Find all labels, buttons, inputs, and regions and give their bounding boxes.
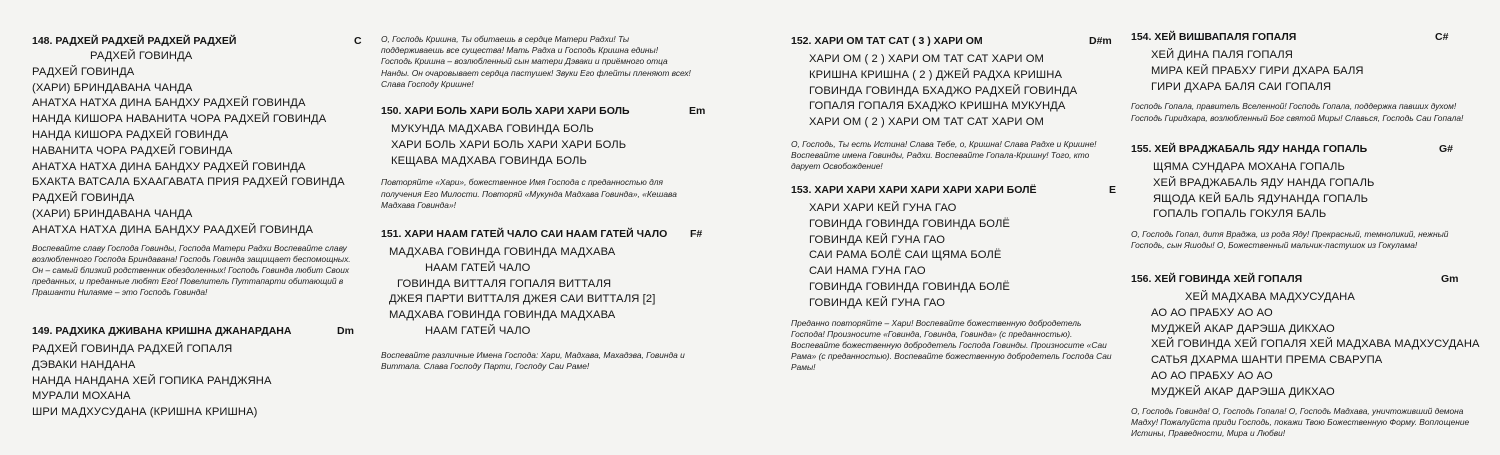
song-header [381, 227, 711, 241]
lyric-line: НААМ ГАТЕЙ ЧАЛО [425, 261, 531, 274]
lyric-line: РАДХЕЙ ГОВИНДА [32, 192, 135, 205]
lyric-line: МУДЖЕЙ АКАР ДАРЭША ДИКХАО [1151, 322, 1335, 335]
song-key: G# [1439, 143, 1454, 155]
lyric-line: МИРА КЕЙ ПРАБХУ ГИРИ ДХАРА БАЛЯ [1151, 64, 1364, 77]
lyric-line: (ХАРИ) БРИНДАВАНА ЧАНДА [32, 81, 193, 94]
song-translation: Воспевайте славу Господа Говинды, Господа Матери Радхи Воспевайте славу возлюбленного Господа Бриндавана! Господь Говинда защищает беспомощных. Он – самый близкий родственник обездоленных! Господь Говинда любит Своих преданных, и преданные любят Его! Повелитель Путтапарти обитающий в Прашанти Нилаяме – это Господь Говинда! [32, 242, 351, 298]
lyric-line: МАДХАВА ГОВИНДА ГОВИНДА МАДХАВА [389, 309, 616, 322]
song-key: D#m [1089, 35, 1112, 47]
song-title: ХАРИ ОМ ТАТ САТ ( 3 ) ХАРИ ОМ [814, 35, 983, 47]
song-number: 156. [1131, 273, 1152, 285]
song-title: РАДХЕЙ РАДХЕЙ РАДХЕЙ РАДХЕЙ [55, 35, 237, 47]
song-149-translation-block [381, 34, 691, 90]
lyric-line: ДЭВАКИ НАНДАНА [32, 358, 136, 371]
lyric-line: ГОВИНДА КЕЙ ГУНА ГАО [809, 233, 946, 246]
lyric-line: РАДХЕЙ ГОВИНДА [90, 50, 193, 62]
song-key: E [1109, 184, 1117, 196]
song-153 [791, 183, 1121, 374]
song-number: 152. [791, 35, 812, 47]
song-148 [32, 34, 362, 299]
song-key: Dm [337, 325, 354, 337]
lyric-line: ГОПАЛЯ ГОПАЛЯ БХАДЖО КРИШНА МУКУНДА [809, 100, 1066, 113]
lyric-line: НАНДА НАНДАНА ХЕЙ ГОПИКА РАНДЖЯНА [32, 374, 272, 387]
lyric-line: САИ НАМА ГУНА ГАО [809, 265, 926, 278]
song-title: ХАРИ БОЛЬ ХАРИ БОЛЬ ХАРИ ХАРИ БОЛЬ [404, 105, 630, 117]
song-number: 154. [1131, 31, 1152, 43]
song-key: C [354, 35, 362, 47]
song-key: C# [1435, 31, 1449, 43]
song-number: 149. [32, 325, 53, 337]
lyric-line: ГОВИНДА ГОВИНДА ГОВИНДА БОЛЁ [809, 280, 1010, 293]
lyric-line: ГОВИНДА ГОВИНДА БХАДЖО РАДХЕЙ ГОВИНДА [809, 84, 1078, 97]
song-header [791, 34, 1121, 48]
song-header [32, 34, 362, 48]
lyric-line: ХАРИ ХАРИ КЕЙ ГУНА ГАО [809, 202, 957, 214]
song-149 [32, 324, 357, 421]
lyric-line: ХАРИ БОЛЬ ХАРИ БОЛЬ ХАРИ ХАРИ БОЛЬ [391, 138, 627, 151]
lyric-line: ГОПАЛЬ ГОПАЛЬ ГОКУЛЯ БАЛЬ [1153, 208, 1327, 221]
lyric-line: ХЕЙ МАДХАВА МАДХУСУДАНА [1185, 291, 1355, 303]
song-translation: Воспевайте различные Имена Господа: Хари, Мадхава, Махадэва, Говинда и Виттала. Слава Господу Парти, Господу Саи Раме! [381, 349, 685, 371]
song-header [1131, 142, 1471, 156]
lyric-line: НААМ ГАТЕЙ ЧАЛО [425, 324, 531, 337]
song-152 [791, 34, 1121, 173]
lyric-line: БХАКТА ВАТСАЛА БХААГАВАТА ПРИЯ РАДХЕЙ ГОВИНДА [32, 176, 345, 189]
lyric-line: ГОВИНДА КЕЙ ГУНА ГАО [809, 296, 946, 309]
song-key: Em [689, 105, 706, 117]
song-number: 153. [791, 184, 812, 196]
lyric-line: РАДХЕЙ ГОВИНДА РАДХЕЙ ГОПАЛЯ [32, 343, 233, 355]
song-translation: О, Господь Говинда! О, Господь Гопала! О, Господь Мадхава, уничтоживший демона Мадху! Пожалуйста приди Господь, покажи Твою Божественную Форму. Воплощение Истины, Праведности, Мира и Любви! [1131, 405, 1470, 438]
lyric-line: АНАТХА НАТХА ДИНА БАНДХУ РААДХЕЙ ГОВИНДА [32, 223, 314, 236]
song-header [32, 324, 357, 338]
song-translation: Господь Гопала, правитель Вселенной! Господь Гопала, поддержка павших духом! Господь Гиридхара, возлюбленный Бог святой Миры! Славься, Господь Саи Гопала! [1131, 101, 1464, 123]
lyric-line: НАНДА КИШОРА РАДХЕЙ ГОВИНДА [32, 128, 229, 141]
lyric-line: МУДЖЕЙ АКАР ДАРЭША ДИКХАО [1151, 385, 1335, 398]
lyric-line: ДЖЕЯ ПАРТИ ВИТТАЛЯ ДЖЕЯ САИ ВИТТАЛЯ [2] [389, 293, 656, 306]
lyric-line: МУРАЛИ МОХАНА [32, 390, 131, 403]
song-150 [381, 104, 711, 211]
song-title: ХЕЙ ВРАДЖАБАЛЬ ЯДУ НАНДА ГОПАЛЬ [1154, 143, 1368, 155]
song-header [791, 183, 1121, 197]
song-translation: Повторяйте «Хари», божественное Имя Господа с преданностью для получения Его Милости. Повторяй «Мукунда Мадхава Говинда», «Кешава Мадхава Говинда»! [381, 177, 677, 210]
lyric-line: ХЕЙ ДИНА ПАЛЯ ГОПАЛЯ [1151, 49, 1293, 61]
lyric-line: ГИРИ ДХАРА БАЛЯ САИ ГОПАЛЯ [1151, 80, 1332, 93]
song-title: ХАРИ ХАРИ ХАРИ ХАРИ ХАРИ ХАРИ БОЛЁ [814, 184, 1037, 196]
song-key: Gm [1441, 273, 1459, 285]
lyric-line: НАНДА КИШОРА НАВАНИТА ЧОРА РАДХЕЙ ГОВИНДА [32, 113, 327, 126]
lyric-line: ШРИ МАДХУСУДАНА (КРИШНА КРИШНА) [32, 406, 258, 419]
lyric-line: САИ РАМА БОЛЁ САИ ЩЯМА БОЛЁ [809, 249, 1002, 262]
song-number: 150. [381, 105, 402, 117]
lyric-line: РАДХЕЙ ГОВИНДА [32, 65, 135, 78]
song-translation: О, Господь Гопал, дитя Враджа, из рода Яду! Прекрасный, темноликий, нежный Господь, сын Яшоды! О, Божественный мальчик-пастушок из Гокулама! [1131, 229, 1449, 251]
lyric-line: ХЕЙ ВРАДЖАБАЛЬ ЯДУ НАНДА ГОПАЛЬ [1153, 176, 1375, 189]
song-header [381, 104, 711, 118]
lyric-line: ХЕЙ ГОВИНДА ХЕЙ ГОПАЛЯ ХЕЙ МАДХАВА МАДХУСУДАНА [1151, 338, 1480, 351]
lyric-line: КРИШНА КРИШНА ( 2 ) ДЖЕЙ РАДХА КРИШНА [809, 68, 1063, 81]
lyric-line: АО АО ПРАБХУ АО АО [1151, 369, 1273, 382]
lyric-line: КЕЩАВА МАДХАВА ГОВИНДА БОЛЬ [391, 154, 587, 167]
song-translation: Преданно повторяйте – Хари! Воспевайте божественную добродетель Господа! Произносите «Говинда, Говинда, Говинда» (с преданностью). Воспевайте божественную добродетель Господа Говинды. Произносите «Саи Рама» (с преданностью). Воспевайте божественную добродетель Господа Саи Рамы! [791, 317, 1112, 373]
lyric-line: АНАТХА НАТХА ДИНА БАНДХУ РАДХЕЙ ГОВИНДА [32, 160, 306, 173]
lyric-line: МУКУНДА МАДХАВА ГОВИНДА БОЛЬ [391, 123, 594, 135]
lyric-line: ЩЯМА СУНДАРА МОХАНА ГОПАЛЬ [1153, 161, 1345, 173]
song-title: РАДХИКА ДЖИВАНА КРИШНА ДЖАНАРДАНА [55, 325, 292, 337]
song-151 [381, 227, 711, 372]
lyric-line: (ХАРИ) БРИНДАВАНА ЧАНДА [32, 207, 193, 220]
song-key: F# [690, 228, 703, 240]
song-156 [1131, 272, 1480, 439]
lyric-line: АО АО ПРАБХУ АО АО [1151, 306, 1273, 319]
lyric-line: ГОВИНДА ВИТТАЛЯ ГОПАЛЯ ВИТТАЛЯ [397, 277, 612, 290]
song-154 [1131, 30, 1471, 124]
lyric-line: НАВАНИТА ЧОРА РАДХЕЙ ГОВИНДА [32, 144, 233, 157]
song-number: 148. [32, 35, 53, 47]
lyric-line: ХАРИ ОМ ( 2 ) ХАРИ ОМ ТАТ САТ ХАРИ ОМ [809, 53, 1044, 65]
song-translation: О, Господь Кришна, Ты обитаешь в сердце Матери Радхи! Ты поддерживаешь все существа! Мать Радха и Господь Кришна едины! Господь Кришна – возлюбленный сын матери Дэваки и приёмного отца Нанды. Он очаровывает сердца пастушек! Звуки Его флейты пленяют всех! Слава Господу Кришне! [381, 34, 691, 89]
song-header [1131, 272, 1476, 286]
lyric-line: АНАТХА НАТХА ДИНА БАНДХУ РАДХЕЙ ГОВИНДА [32, 97, 306, 110]
lyric-line: САТЬЯ ДХАРМА ШАНТИ ПРЕМА СВАРУПА [1151, 354, 1383, 367]
song-title: ХЕЙ ГОВИНДА ХЕЙ ГОПАЛЯ [1154, 273, 1303, 285]
song-number: 151. [381, 228, 402, 240]
song-title: ХЕЙ ВИШВАПАЛЯ ГОПАЛЯ [1154, 31, 1297, 43]
song-header [1131, 30, 1471, 44]
song-155 [1131, 142, 1471, 252]
lyric-line: ЯЩОДА КЕЙ БАЛЬ ЯДУНАНДА ГОПАЛЬ [1153, 192, 1369, 205]
lyric-line: ГОВИНДА ГОВИНДА ГОВИНДА БОЛЁ [809, 217, 1010, 230]
song-title: ХАРИ НААМ ГАТЕЙ ЧАЛО САИ НААМ ГАТЕЙ ЧАЛО [404, 228, 668, 240]
lyric-line: ХАРИ ОМ ( 2 ) ХАРИ ОМ ТАТ САТ ХАРИ ОМ [809, 116, 1044, 129]
song-number: 155. [1131, 143, 1152, 155]
song-translation: О, Господь, Ты есть Истина! Слава Тебе, о, Кришна! Слава Радхе и Кришне! Воспевайте имена Говинды, Радхи. Воспевайте Гопала-Кришну! Того, кто дарует Освобождение! [791, 138, 1097, 172]
lyric-line: МАДХАВА ГОВИНДА ГОВИНДА МАДХАВА [389, 246, 616, 258]
